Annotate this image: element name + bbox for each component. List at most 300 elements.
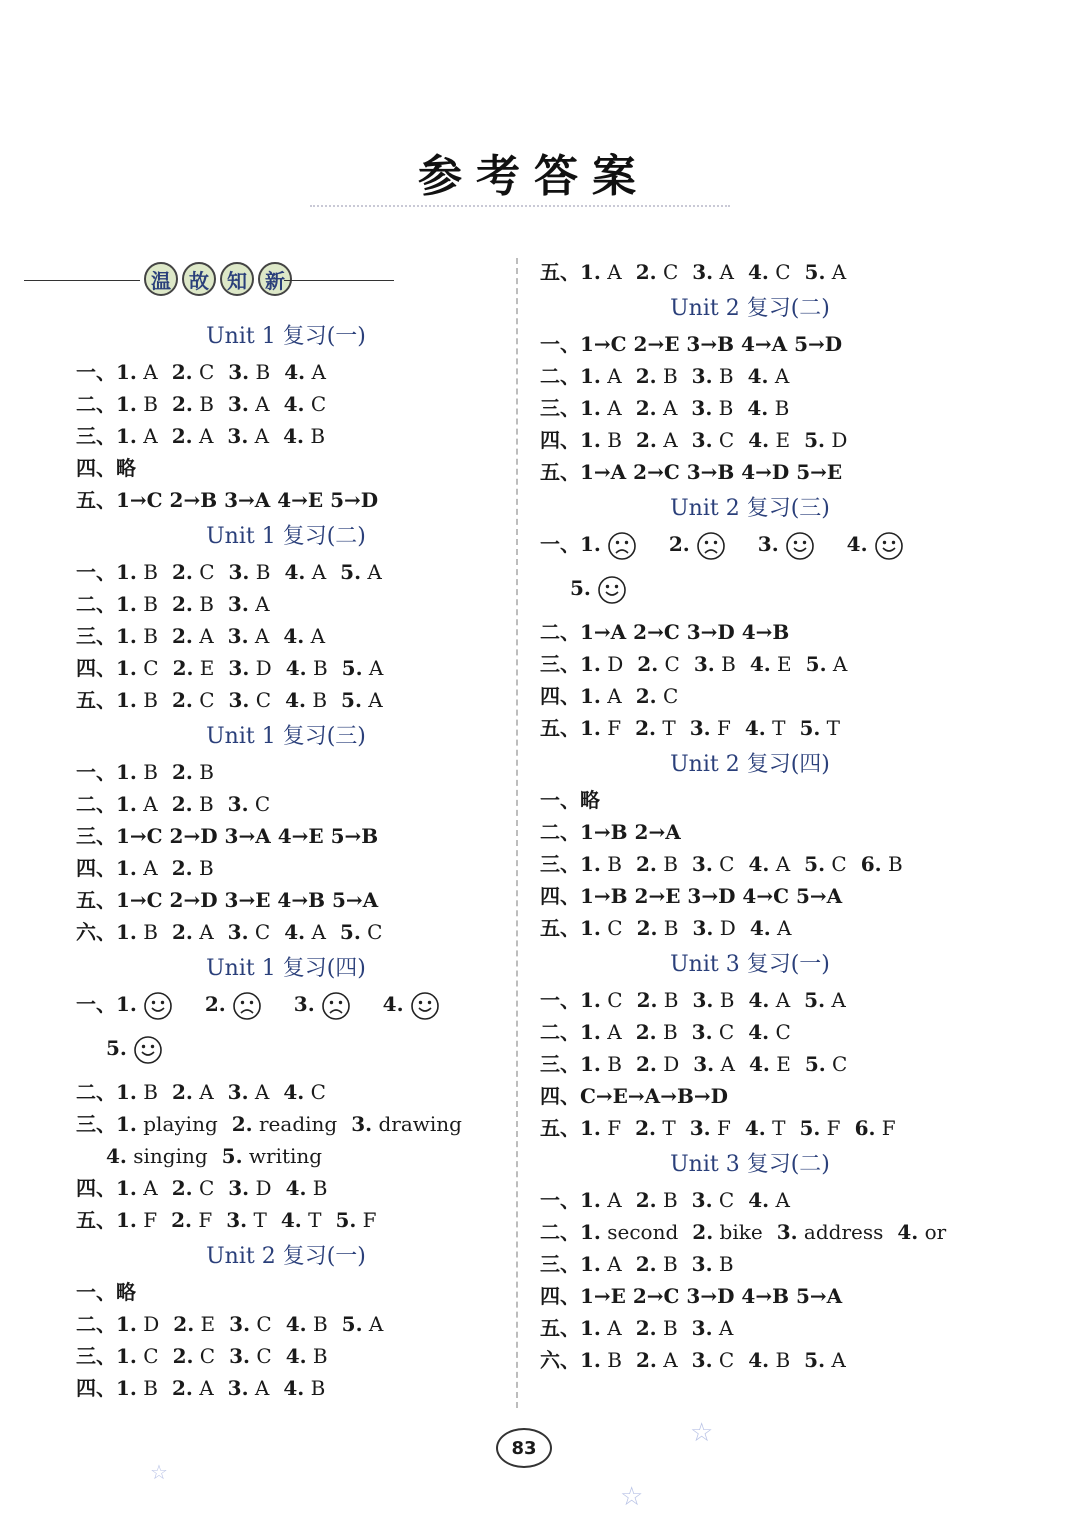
banner-char: 新: [258, 262, 292, 296]
answer-item: [580, 362, 622, 390]
answer-row: [540, 1314, 747, 1342]
answer-item: [692, 1314, 734, 1342]
answer-number: 1.: [580, 1252, 601, 1276]
answer-number: 2.: [171, 1080, 193, 1104]
answer-number: 1.: [116, 688, 137, 712]
answer-number: 1.: [580, 852, 601, 876]
question-label: 四、: [76, 856, 116, 880]
question-label: 四、: [76, 1376, 116, 1400]
answer-number: 1.: [116, 424, 137, 448]
answer-item: [692, 1218, 762, 1246]
question-label: 三、: [540, 1252, 580, 1276]
answer-item: [580, 1346, 622, 1374]
answer-number: 1.: [116, 1376, 137, 1400]
answer-value: B: [136, 624, 158, 648]
answer-number: 1.: [116, 1344, 137, 1368]
answer-value: A: [769, 988, 791, 1012]
answer-item: [580, 650, 623, 678]
answer-row: [106, 1034, 195, 1065]
answer-value: A: [826, 652, 848, 676]
answer-value: A: [825, 1348, 846, 1372]
answer-row: [540, 394, 803, 422]
answer-item: [692, 258, 734, 286]
answer-number: 4.: [285, 656, 307, 680]
answer-value: T: [656, 1116, 676, 1140]
question-label: 六、: [540, 1348, 580, 1372]
answer-row: [76, 1174, 342, 1202]
answer-item: [116, 422, 158, 450]
answer-value: A: [305, 920, 326, 944]
answer-item: [341, 686, 383, 714]
answer-row: [76, 1078, 340, 1106]
answer-number: 1.: [580, 988, 601, 1012]
answer-item: [228, 790, 271, 818]
answer-item: [116, 654, 159, 682]
answer-number: 3.: [691, 428, 713, 452]
answer-row: [540, 530, 936, 561]
answer-value: B: [306, 1176, 328, 1200]
answer-item: [284, 358, 326, 386]
answer-value: B: [305, 688, 328, 712]
answer-number: 4.: [749, 916, 771, 940]
answer-value: F: [875, 1116, 896, 1140]
answer-value: D: [824, 428, 848, 452]
answer-item: [636, 362, 678, 390]
answer-item: [116, 1206, 157, 1234]
answer-number: 1.: [116, 992, 137, 1016]
question-label: 三、: [76, 1344, 116, 1368]
answer-item: [172, 686, 215, 714]
answer-item: [116, 1342, 159, 1370]
question-label: 三、: [540, 652, 580, 676]
answer-value: B: [656, 1188, 678, 1212]
answer-row: [540, 1018, 805, 1046]
question-label: 六、: [76, 920, 116, 944]
answer-value: A: [600, 364, 622, 388]
question-label: 三、: [540, 1052, 580, 1076]
answer-number: 2.: [635, 1348, 657, 1372]
smiley-face-icon: [597, 575, 627, 605]
answer-value: A: [768, 364, 790, 388]
answer-item: [116, 758, 158, 786]
answer-number: 2.: [635, 852, 657, 876]
answer-item: [750, 914, 792, 942]
answer-item: [116, 1078, 158, 1106]
answer-number: 2.: [635, 716, 657, 740]
answer-number: 2.: [635, 1188, 657, 1212]
answer-item: [748, 1018, 791, 1046]
answer-value: A: [192, 1376, 214, 1400]
question-label: 二、: [76, 392, 116, 416]
answer-item: [847, 530, 922, 561]
answer-number: 3.: [228, 656, 250, 680]
answer-value: B: [769, 1348, 791, 1372]
answer-item: [286, 1310, 328, 1338]
page-number: 83: [496, 1428, 552, 1468]
answer-number: 5.: [339, 920, 361, 944]
answer-number: 3.: [691, 852, 713, 876]
answer-value: A: [656, 396, 678, 420]
answer-item: [116, 1110, 218, 1138]
answer-value: B: [712, 364, 734, 388]
answer-value: A: [136, 1176, 158, 1200]
answer-row: [76, 1374, 339, 1402]
answer-item: [228, 390, 270, 418]
answer-number: 1.: [580, 1020, 601, 1044]
answer-number: 1.: [580, 916, 601, 940]
answer-item: [172, 918, 214, 946]
answer-row: [540, 986, 860, 1014]
answer-item: [636, 1250, 678, 1278]
answer-number: 2.: [692, 1220, 714, 1244]
star-icon: ☆: [690, 1418, 714, 1448]
answer-value: A: [192, 424, 214, 448]
question-label: 一、: [76, 560, 116, 584]
answer-value: C: [193, 1344, 216, 1368]
answer-number: 2.: [635, 684, 657, 708]
answer-number: 1.: [116, 792, 137, 816]
answer-value: C: [712, 1020, 735, 1044]
answer-value: B: [304, 424, 326, 448]
answer-value: A: [248, 424, 270, 448]
answer-item: [580, 682, 622, 710]
answer-number: 3.: [227, 424, 249, 448]
section-heading: Unit 1 复习(二): [206, 524, 366, 549]
answer-number: 4.: [284, 560, 306, 584]
answer-item: [806, 650, 848, 678]
answer-item: [580, 1114, 621, 1142]
answer-number: 3.: [227, 920, 249, 944]
answer-number: 3.: [692, 988, 714, 1012]
answer-number: 3.: [227, 624, 249, 648]
answer-number: 1.: [580, 428, 601, 452]
answer-number: 1.: [116, 920, 137, 944]
section-heading: Unit 2 复习(二): [670, 296, 830, 321]
answer-item: [340, 558, 382, 586]
answer-value: C: [250, 1312, 272, 1336]
answer-value: F: [600, 1116, 622, 1140]
answer-number: 3.: [228, 688, 250, 712]
answer-item: [804, 1346, 846, 1374]
answer-number: 3.: [293, 992, 315, 1016]
answer-number: 3.: [228, 1176, 250, 1200]
answer-row: [540, 914, 806, 942]
answer-item: [228, 918, 271, 946]
answer-value: A: [600, 684, 622, 708]
answer-value: A: [600, 396, 622, 420]
answer-value: A: [770, 916, 792, 940]
answer-item: [228, 358, 270, 386]
answer-row: 四、C→E→A→B→D: [540, 1084, 728, 1108]
answer-number: 5.: [221, 1144, 243, 1168]
answer-item: [749, 1050, 791, 1078]
answer-number: 2.: [668, 532, 690, 556]
answer-item: [580, 1250, 622, 1278]
answer-item: [335, 1206, 376, 1234]
answer-number: 5.: [804, 1052, 826, 1076]
answer-value: A: [248, 1080, 270, 1104]
answer-item: [636, 258, 679, 286]
answer-number: 5.: [799, 716, 821, 740]
answer-number: 1.: [580, 364, 601, 388]
answer-row: 四、略: [76, 456, 136, 480]
answer-item: [748, 986, 790, 1014]
answer-number: 4.: [382, 992, 404, 1016]
question-label: 四、: [76, 656, 116, 680]
answer-number: 2.: [171, 1176, 193, 1200]
answer-number: 4.: [285, 1176, 307, 1200]
answer-item: [636, 1314, 678, 1342]
answer-value: A: [248, 624, 270, 648]
answer-number: 1.: [580, 716, 601, 740]
answer-number: 2.: [635, 260, 657, 284]
answer-number: 2.: [635, 1052, 657, 1076]
question-label: 一、: [76, 992, 116, 1016]
answer-item: [172, 590, 214, 618]
answer-item: [580, 1018, 622, 1046]
answer-row: 五、1→C 2→D 3→E 4→B 5→A: [76, 888, 379, 912]
answer-number: 2.: [636, 916, 658, 940]
answer-row: [76, 790, 284, 818]
answer-item: [222, 1142, 322, 1170]
answer-number: 2.: [171, 1376, 193, 1400]
answer-value: or: [918, 1220, 947, 1244]
answer-item: [580, 394, 622, 422]
answer-item: [580, 1218, 678, 1246]
answer-value: A: [825, 260, 847, 284]
answer-row: [76, 1342, 342, 1370]
question-label: 一、: [76, 760, 116, 784]
answer-value: address: [797, 1220, 884, 1244]
answer-number: 3.: [227, 1080, 249, 1104]
answer-item: [228, 1174, 271, 1202]
answer-value: D: [600, 652, 624, 676]
answer-number: 2.: [635, 1316, 657, 1340]
answer-number: 1.: [580, 1348, 601, 1372]
answer-row: [76, 590, 284, 618]
section-heading: Unit 2 复习(四): [670, 752, 830, 777]
answer-number: 4.: [283, 424, 304, 448]
answer-value: B: [656, 852, 678, 876]
answer-item: [283, 622, 325, 650]
answer-item: [283, 1078, 326, 1106]
answer-item: [669, 530, 744, 561]
answer-value: A: [656, 1348, 678, 1372]
answer-number: 2.: [635, 428, 657, 452]
smiley-face-icon: [785, 531, 815, 561]
answer-item: [205, 990, 280, 1021]
answer-item: [748, 1186, 790, 1214]
answer-item: [804, 986, 846, 1014]
answer-value: B: [136, 1376, 158, 1400]
answer-value: T: [765, 1116, 786, 1140]
answer-value: second: [600, 1220, 679, 1244]
answer-item: [172, 758, 214, 786]
answer-value: B: [192, 792, 214, 816]
answer-item: [116, 1374, 158, 1402]
answer-item: [758, 530, 833, 561]
answer-item: [172, 1374, 214, 1402]
answer-value: A: [656, 428, 678, 452]
answer-row: [540, 682, 692, 710]
answer-row: [540, 258, 860, 286]
answer-item: [173, 654, 215, 682]
answer-value: F: [710, 716, 731, 740]
answer-item: [692, 1346, 735, 1374]
answer-item: [116, 790, 158, 818]
answer-item: [693, 1050, 735, 1078]
answer-item: [286, 654, 328, 682]
section-heading: Unit 3 复习(二): [670, 1152, 830, 1177]
answer-item: [748, 258, 791, 286]
answer-item: [116, 1310, 159, 1338]
answer-item: [228, 590, 270, 618]
answer-item: [690, 1114, 731, 1142]
answer-value: A: [192, 624, 214, 648]
answer-number: 4.: [748, 1020, 770, 1044]
answer-item: [106, 1142, 208, 1170]
answer-value: T: [247, 1208, 267, 1232]
banner-char: 知: [220, 262, 254, 296]
answer-value: A: [362, 1312, 384, 1336]
answer-value: playing: [136, 1112, 218, 1136]
answer-value: T: [656, 716, 676, 740]
answer-item: [637, 986, 679, 1014]
answer-value: C: [712, 428, 735, 452]
answer-value: C: [136, 656, 159, 680]
answer-number: 3.: [226, 1208, 248, 1232]
answer-item: [777, 1218, 884, 1246]
question-label: 五、: [540, 1116, 580, 1140]
answer-item: [636, 850, 678, 878]
answer-row: [540, 362, 803, 390]
answer-value: C: [136, 1344, 159, 1368]
answer-value: B: [881, 852, 903, 876]
answer-row: [76, 390, 340, 418]
answer-value: C: [768, 260, 791, 284]
smiley-face-icon: [133, 1035, 163, 1065]
answer-number: 3.: [691, 1188, 713, 1212]
answer-item: [172, 854, 214, 882]
answer-item: [340, 918, 383, 946]
smiley-face-icon: [874, 531, 904, 561]
answer-number: 3.: [691, 364, 713, 388]
answer-item: [799, 714, 840, 742]
answer-row: [76, 622, 339, 650]
answer-item: [692, 1250, 734, 1278]
answer-number: 4.: [747, 396, 769, 420]
question-label: 五、: [76, 1208, 116, 1232]
answer-row: [540, 1346, 860, 1374]
answer-row: 四、1→E 2→C 3→D 4→B 5→A: [540, 1284, 843, 1308]
answer-item: [636, 682, 679, 710]
question-label: 二、: [540, 1220, 580, 1244]
answer-number: 2.: [171, 424, 193, 448]
answer-value: B: [656, 1316, 678, 1340]
question-label: 三、: [76, 1112, 116, 1136]
answer-value: C: [825, 852, 847, 876]
answer-value: D: [136, 1312, 160, 1336]
question-label: 二、: [540, 364, 580, 388]
answer-item: [693, 986, 735, 1014]
answer-row: [76, 854, 228, 882]
answer-value: B: [306, 1312, 328, 1336]
answer-value: E: [194, 1312, 216, 1336]
answer-row: 一、略: [76, 1280, 136, 1304]
answer-item: [116, 686, 158, 714]
answer-row: [76, 1110, 476, 1138]
answer-item: [286, 1342, 328, 1370]
answer-number: 1.: [580, 532, 601, 556]
question-label: 一、: [540, 988, 580, 1012]
answer-row: [540, 1050, 861, 1078]
answer-number: 2.: [171, 688, 193, 712]
answer-number: 2.: [171, 392, 193, 416]
answer-number: 5.: [804, 988, 826, 1012]
answer-item: [692, 426, 735, 454]
page-title: 参考答案: [418, 151, 650, 202]
question-label: 二、: [76, 1080, 116, 1104]
answer-value: writing: [242, 1144, 323, 1168]
banner-chars: [144, 262, 292, 296]
answer-value: A: [712, 1316, 734, 1340]
answer-number: 5.: [335, 1208, 357, 1232]
answer-item: [580, 1314, 622, 1342]
answer-number: 1.: [116, 656, 137, 680]
answer-row: [570, 574, 659, 605]
column-divider: [516, 258, 518, 1408]
answer-value: F: [356, 1208, 377, 1232]
answer-item: [285, 686, 327, 714]
answer-value: E: [770, 652, 792, 676]
answer-item: [804, 850, 847, 878]
answer-row: 四、1→B 2→E 3→D 4→C 5→A: [540, 884, 843, 908]
answer-item: [580, 1186, 622, 1214]
answer-item: [283, 422, 325, 450]
answer-value: C: [304, 1080, 326, 1104]
section-heading: Unit 1 复习(一): [206, 324, 366, 349]
answer-item: [116, 918, 158, 946]
question-label: 二、: [76, 592, 116, 616]
answer-number: 5.: [805, 652, 827, 676]
answer-value: B: [306, 656, 328, 680]
answer-item: [855, 1114, 896, 1142]
answer-number: 4.: [284, 360, 306, 384]
answer-number: 5.: [804, 260, 826, 284]
answer-value: F: [192, 1208, 213, 1232]
answer-item: [229, 1342, 272, 1370]
answer-row: [540, 850, 917, 878]
answer-item: [580, 986, 623, 1014]
answer-item: [229, 1310, 272, 1338]
answer-row: [76, 918, 396, 946]
answer-number: 2.: [171, 920, 193, 944]
answer-value: E: [193, 656, 215, 680]
answer-number: 4.: [897, 1220, 919, 1244]
question-label: 五、: [540, 260, 580, 284]
answer-number: 2.: [204, 992, 226, 1016]
answer-number: 3.: [757, 532, 779, 556]
answer-number: 1.: [116, 1112, 137, 1136]
answer-item: [284, 918, 326, 946]
answer-value: A: [769, 852, 791, 876]
answer-value: B: [600, 852, 622, 876]
answer-number: 5.: [341, 656, 363, 680]
answer-value: C: [192, 560, 215, 584]
answer-number: 2.: [171, 592, 193, 616]
answer-number: 4.: [285, 1344, 307, 1368]
answer-value: D: [656, 1052, 680, 1076]
